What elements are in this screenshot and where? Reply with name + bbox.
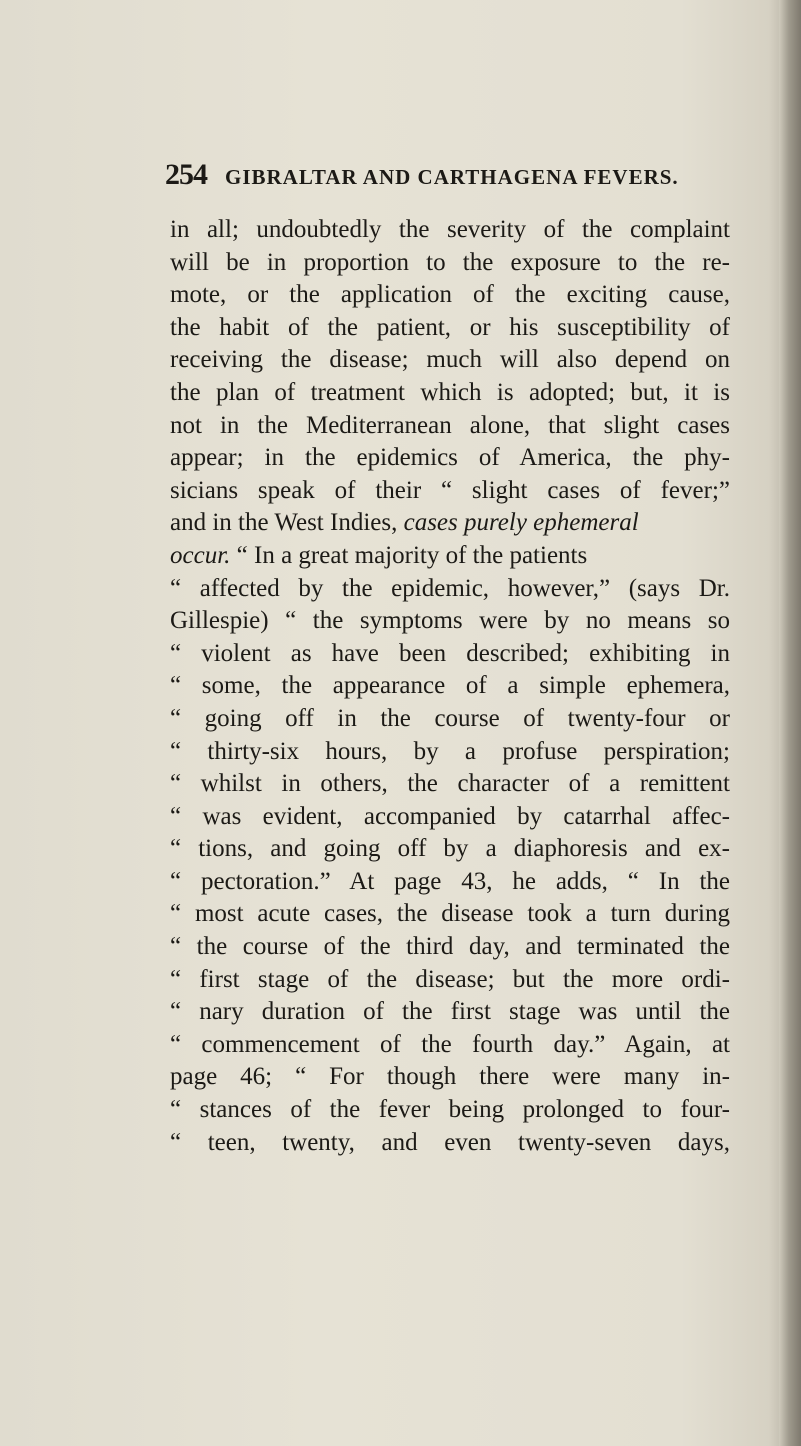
text-line-22: “ most acute cases, the disease took a turn during — [170, 900, 730, 928]
text-line-9: sicians speak of their “ slight cases of fever;” — [170, 476, 730, 504]
text-line-21: “ pectoration.” At page 43, he adds, “ In the — [170, 867, 730, 895]
text-line-19: “ was evident, accompanied by catarrhal affec- — [170, 802, 730, 830]
text-line-24: “ first stage of the disease; but the more ordi- — [170, 965, 730, 993]
text-line-15: “ some, the appearance of a simple ephemera, — [170, 672, 730, 700]
text-line-29: “ teen, twenty, and even twenty-seven days, — [170, 1128, 730, 1156]
text-line-17: “ thirty-six hours, by a profuse perspiration; — [170, 737, 730, 765]
text-line-16: “ going off in the course of twenty-four or — [170, 704, 730, 732]
text-line-12: “ affected by the epidemic, however,” (says Dr. — [170, 574, 730, 602]
text-line-7: not in the Mediterranean alone, that slight cases — [170, 411, 730, 439]
text-line-14: “ violent as have been described; exhibiting in — [170, 639, 730, 667]
text-line-20: “ tions, and going off by a diaphoresis and ex- — [170, 835, 730, 863]
text-line-13: Gillespie) “ the symptoms were by no means so — [170, 607, 730, 635]
text-line-28: “ stances of the fever being prolonged to four- — [170, 1096, 730, 1124]
page-number: 254 — [165, 158, 207, 191]
text-line-27: page 46; “ For though there were many in- — [170, 1063, 730, 1091]
running-head: GIBRALTAR AND CARTHAGENA FEVERS. — [225, 165, 679, 189]
text-line-23: “ the course of the third day, and terminated the — [170, 933, 730, 961]
text-line-26: “ commencement of the fourth day.” Again, at — [170, 1030, 730, 1058]
body-text — [170, 214, 730, 1159]
text-line-3: mote, or the application of the exciting cause, — [170, 281, 730, 309]
text-line-11: occur. “ In a great majority of the patients — [170, 541, 588, 569]
text-line-5: receiving the disease; much will also depend on — [170, 346, 730, 374]
text-line-10: and in the West Indies, cases purely ephemeral — [170, 509, 639, 537]
page-header — [165, 158, 801, 192]
text-line-6: the plan of treatment which is adopted; but, it is — [170, 378, 730, 406]
text-line-8: appear; in the epidemics of America, the phy- — [170, 444, 730, 472]
text-line-18: “ whilst in others, the character of a remittent — [170, 770, 730, 798]
text-line-4: the habit of the patient, or his susceptibility of — [170, 313, 730, 341]
text-line-1: in all; undoubtedly the severity of the complaint — [170, 216, 730, 243]
page-edge-shadow — [779, 0, 801, 1446]
text-line-2: will be in proportion to the exposure to the re- — [170, 248, 730, 276]
text-line-25: “ nary duration of the first stage was until the — [170, 998, 730, 1026]
